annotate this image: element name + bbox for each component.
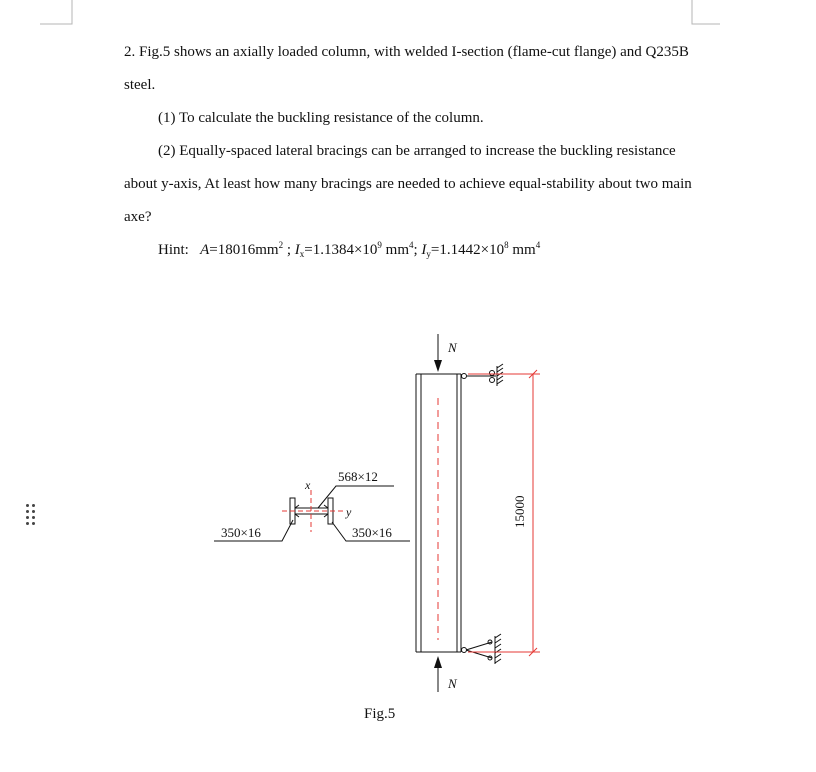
question-part2-line3: axe? [124,209,152,225]
hint-ix-exp: 9 [377,240,382,250]
bottom-load-arrowhead [434,656,442,668]
hint-area-exp: 2 [278,240,284,250]
question-intro-line2: steel. [124,77,156,93]
figure-caption: Fig.5 [364,706,396,722]
hint-area-symbol: A [200,242,210,258]
top-load-arrowhead [434,360,442,372]
hint-iy-symbol: I [421,242,427,258]
hint-ix-unit-exp: 4 [409,240,414,250]
hint-ix-sub: x [299,249,305,259]
question-part2-line2: about y-axis, At least how many bracings are needed to achieve equal-stability about two main [124,176,692,192]
length-dimension-label: 15000 [512,495,527,528]
hint-ix-unit: mm [381,242,409,258]
hint-ix-value: =1.1384×10 [304,242,378,258]
question-intro-line1: 2. Fig.5 shows an axially loaded column, with welded I-section (flame-cut flange) and Q235B [124,44,689,60]
web-leader-line [318,486,394,508]
top-support [462,364,504,386]
hint-label: Hint: [158,242,189,258]
hint-iy-unit-exp: 4 [535,240,541,250]
web-dimension-label: 568×12 [338,469,378,484]
hint-sep2: ; [413,242,422,258]
right-flange-label: 350×16 [352,525,392,540]
top-load-label: N [448,340,457,355]
hint-iy-exp: 8 [504,240,509,250]
hint-ix-symbol: I [294,242,300,258]
left-flange-label: 350×16 [221,525,261,540]
question-part2-line1: (2) Equally-spaced lateral bracings can be arranged to increase the buckling resistance [158,143,676,159]
axis-x-label: x [305,478,311,492]
axis-y-label: y [346,505,352,519]
bottom-support [462,634,502,664]
hint-area-value: =18016mm [209,242,279,258]
question-part1: (1) To calculate the buckling resistance of the column. [158,110,484,126]
bottom-load-label: N [448,676,457,691]
hint-iy-value: =1.1442×10 [430,242,505,258]
hint-iy-sub: y [426,249,431,259]
hint-sep1: ; [283,242,295,258]
hint-iy-unit: mm [508,242,536,258]
length-dimension [468,370,540,656]
